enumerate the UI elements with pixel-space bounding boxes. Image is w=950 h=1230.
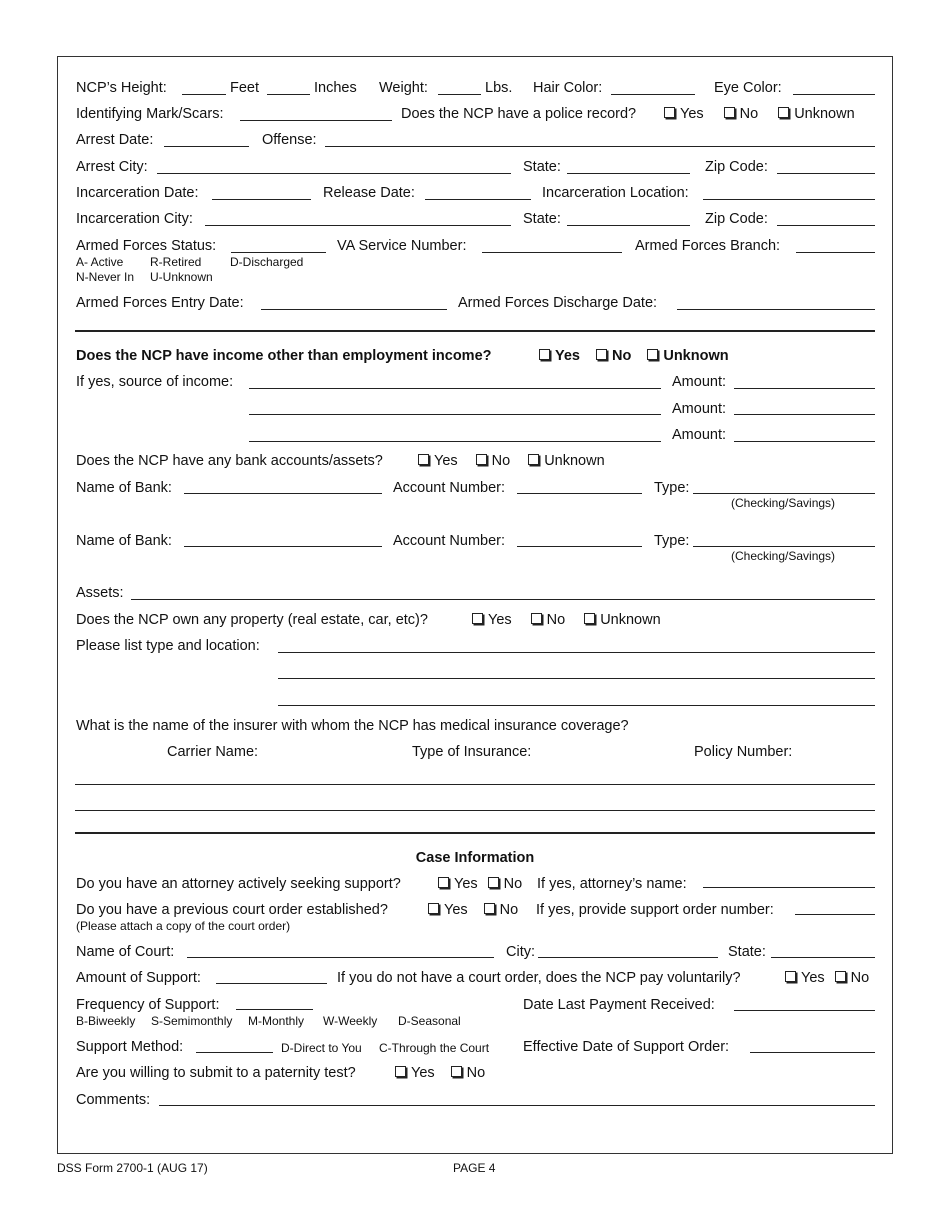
amount-label-3: Amount: (672, 427, 726, 443)
bank-no-checkbox[interactable]: No (476, 453, 511, 469)
account-type-field-1[interactable] (693, 493, 875, 494)
incarceration-date-field[interactable] (212, 199, 311, 200)
paternity-no-checkbox[interactable]: No (451, 1065, 486, 1081)
incarceration-city-field[interactable] (205, 225, 511, 226)
bank-name-field-1[interactable] (184, 493, 382, 494)
insurance-type-header: Type of Insurance: (412, 744, 532, 760)
voluntary-no-checkbox[interactable]: No (835, 970, 870, 986)
property-question: Does the NCP own any property (real estate, car, etc)? (76, 612, 428, 628)
amount-field-2[interactable] (734, 414, 875, 415)
court-city-label: City: (506, 944, 535, 960)
case-info-title: Case Information (415, 850, 535, 866)
armed-entry-field[interactable] (261, 309, 447, 310)
support-amount-field[interactable] (216, 983, 327, 984)
release-date-field[interactable] (425, 199, 531, 200)
account-number-field-1[interactable] (517, 493, 642, 494)
incarceration-location-label: Incarceration Location: (542, 185, 689, 201)
voluntary-options (785, 970, 869, 986)
freq-code-weekly: W-Weekly (323, 1014, 378, 1028)
property-yes-checkbox[interactable]: Yes (472, 612, 512, 628)
comments-label: Comments: (76, 1092, 151, 1108)
armed-code-never: N-Never In (76, 270, 135, 284)
armed-branch-label: Armed Forces Branch: (635, 238, 781, 254)
release-date-label: Release Date: (323, 185, 415, 201)
va-number-label: VA Service Number: (337, 238, 467, 254)
frequency-field[interactable] (236, 1009, 313, 1010)
arrest-state-label: State: (523, 159, 561, 175)
arrest-state-field[interactable] (567, 173, 690, 174)
bank-name-label-1: Name of Bank: (76, 480, 172, 496)
eye-color-label: Eye Color: (714, 80, 782, 96)
insurance-row-2[interactable] (75, 810, 875, 811)
effective-date-label: Effective Date of Support Order: (523, 1039, 730, 1055)
police-record-options (664, 106, 855, 122)
income-unknown-checkbox[interactable]: Unknown (647, 348, 728, 364)
incarceration-zip-label: Zip Code: (705, 211, 768, 227)
freq-code-biweekly: B-Biweekly (76, 1014, 136, 1028)
hair-color-label: Hair Color: (533, 80, 603, 96)
court-order-options (428, 902, 518, 918)
method-code-court: C-Through the Court (379, 1041, 490, 1055)
court-name-label: Name of Court: (76, 944, 175, 960)
attorney-no-checkbox[interactable]: No (488, 876, 523, 892)
income-source-field-1[interactable] (249, 388, 661, 389)
attorney-name-label: If yes, attorney’s name: (537, 876, 687, 892)
frequency-label: Frequency of Support: (76, 997, 220, 1013)
height-inches-field[interactable] (267, 94, 310, 95)
arrest-date-label: Arrest Date: (76, 132, 154, 148)
weight-field[interactable] (438, 94, 481, 95)
insurer-question: What is the name of the insurer with whom the NCP has medical insurance coverage? (76, 718, 629, 734)
bank-options (418, 453, 605, 469)
attach-note: (Please attach a copy of the court order) (76, 919, 291, 933)
bank-unknown-checkbox[interactable]: Unknown (528, 453, 604, 469)
account-number-field-2[interactable] (517, 546, 642, 547)
court-state-label: State: (728, 944, 766, 960)
freq-code-monthly: M-Monthly (248, 1014, 305, 1028)
police-record-question: Does the NCP have a police record? (401, 106, 637, 122)
account-type-label-1: Type: (654, 480, 690, 496)
eye-color-field[interactable] (793, 94, 875, 95)
income-no-checkbox[interactable]: No (596, 348, 631, 364)
armed-branch-field[interactable] (796, 252, 875, 253)
account-type-hint-2: (Checking/Savings) (731, 549, 836, 563)
police-unknown-checkbox[interactable]: Unknown (778, 106, 854, 122)
comments-field[interactable] (159, 1105, 875, 1106)
incarceration-location-field[interactable] (703, 199, 875, 200)
incarceration-zip-field[interactable] (777, 225, 875, 226)
insurance-row-1[interactable] (75, 784, 875, 785)
attorney-options (438, 876, 522, 892)
incarceration-state-label: State: (523, 211, 561, 227)
attorney-name-field[interactable] (703, 887, 875, 888)
court-order-no-checkbox[interactable]: No (484, 902, 519, 918)
court-order-yes-checkbox[interactable]: Yes (428, 902, 468, 918)
property-unknown-checkbox[interactable]: Unknown (584, 612, 660, 628)
armed-status-label: Armed Forces Status: (76, 238, 217, 254)
bank-yes-checkbox[interactable]: Yes (418, 453, 458, 469)
voluntary-yes-checkbox[interactable]: Yes (785, 970, 825, 986)
effective-date-field[interactable] (750, 1052, 875, 1053)
bank-name-label-2: Name of Bank: (76, 533, 172, 549)
paternity-yes-checkbox[interactable]: Yes (395, 1065, 435, 1081)
property-options (472, 612, 661, 628)
incarceration-state-field[interactable] (567, 225, 690, 226)
income-yes-checkbox[interactable]: Yes (539, 348, 580, 364)
bank-accounts-question: Does the NCP have any bank accounts/assets? (76, 453, 383, 469)
last-payment-field[interactable] (734, 1010, 875, 1011)
account-type-hint-1: (Checking/Savings) (731, 496, 836, 510)
armed-discharge-label: Armed Forces Discharge Date: (458, 295, 658, 311)
armed-code-active: A- Active (76, 255, 124, 269)
police-no-checkbox[interactable]: No (724, 106, 759, 122)
account-number-label-1: Account Number: (393, 480, 506, 496)
support-amount-label: Amount of Support: (76, 970, 201, 986)
court-name-field[interactable] (187, 957, 494, 958)
armed-code-retired: R-Retired (150, 255, 202, 269)
height-label: NCP’s Height: (76, 80, 167, 96)
support-method-label: Support Method: (76, 1039, 184, 1055)
paternity-question: Are you willing to submit to a paternity test? (76, 1065, 356, 1081)
armed-entry-label: Armed Forces Entry Date: (76, 295, 244, 311)
inches-label: Inches (314, 80, 357, 96)
support-method-field[interactable] (196, 1052, 273, 1053)
amount-field-3[interactable] (734, 441, 875, 442)
method-code-direct: D-Direct to You (281, 1041, 362, 1055)
hair-color-field[interactable] (611, 94, 695, 95)
property-list-field-3[interactable] (278, 705, 875, 706)
income-source-field-3[interactable] (249, 441, 661, 442)
attorney-question: Do you have an attorney actively seeking support? (76, 876, 401, 892)
order-number-field[interactable] (795, 914, 875, 915)
form-id: DSS Form 2700-1 (AUG 17) (57, 1161, 208, 1175)
voluntary-question: If you do not have a court order, does the NCP pay voluntarily? (337, 970, 741, 986)
carrier-name-header: Carrier Name: (167, 744, 259, 760)
court-city-field[interactable] (538, 957, 718, 958)
other-income-question: Does the NCP have income other than employment income? (76, 348, 492, 364)
armed-code-discharged: D-Discharged (230, 255, 304, 269)
incarceration-city-label: Incarceration City: (76, 211, 193, 227)
armed-discharge-field[interactable] (677, 309, 875, 310)
court-order-question: Do you have a previous court order established? (76, 902, 388, 918)
paternity-options (395, 1065, 485, 1081)
arrest-city-field[interactable] (157, 173, 511, 174)
property-list-label: Please list type and location: (76, 638, 260, 654)
policy-number-header: Policy Number: (694, 744, 793, 760)
amount-label-2: Amount: (672, 401, 726, 417)
weight-label: Weight: (379, 80, 428, 96)
property-list-field-2[interactable] (278, 678, 875, 679)
page-number: PAGE 4 (453, 1161, 496, 1175)
amount-label-1: Amount: (672, 374, 726, 390)
amount-field-1[interactable] (734, 388, 875, 389)
arrest-date-field[interactable] (164, 146, 249, 147)
height-feet-field[interactable] (182, 94, 226, 95)
feet-label: Feet (230, 80, 260, 96)
freq-code-seasonal: D-Seasonal (398, 1014, 461, 1028)
offense-label: Offense: (262, 132, 317, 148)
attorney-yes-checkbox[interactable]: Yes (438, 876, 478, 892)
marks-label: Identifying Mark/Scars: (76, 106, 224, 122)
offense-field[interactable] (325, 146, 875, 147)
lbs-label: Lbs. (485, 80, 513, 96)
va-number-field[interactable] (482, 252, 622, 253)
account-type-label-2: Type: (654, 533, 690, 549)
other-income-options (539, 348, 729, 364)
armed-code-unknown: U-Unknown (150, 270, 213, 284)
account-number-label-2: Account Number: (393, 533, 506, 549)
marks-field[interactable] (240, 120, 392, 121)
freq-code-semimonthly: S-Semimonthly (151, 1014, 233, 1028)
section-divider-case (75, 832, 875, 834)
police-yes-checkbox[interactable]: Yes (664, 106, 704, 122)
assets-label: Assets: (76, 585, 124, 601)
property-no-checkbox[interactable]: No (531, 612, 566, 628)
arrest-zip-field[interactable] (777, 173, 875, 174)
section-divider (75, 330, 875, 332)
assets-field[interactable] (131, 599, 875, 600)
court-state-field[interactable] (771, 957, 875, 958)
armed-status-field[interactable] (231, 252, 326, 253)
order-number-label: If yes, provide support order number: (536, 902, 774, 918)
income-source-label: If yes, source of income: (76, 374, 234, 390)
account-type-field-2[interactable] (693, 546, 875, 547)
arrest-zip-label: Zip Code: (705, 159, 768, 175)
income-source-field-2[interactable] (249, 414, 661, 415)
property-list-field-1[interactable] (278, 652, 875, 653)
last-payment-label: Date Last Payment Received: (523, 997, 715, 1013)
arrest-city-label: Arrest City: (76, 159, 148, 175)
incarceration-date-label: Incarceration Date: (76, 185, 199, 201)
bank-name-field-2[interactable] (184, 546, 382, 547)
